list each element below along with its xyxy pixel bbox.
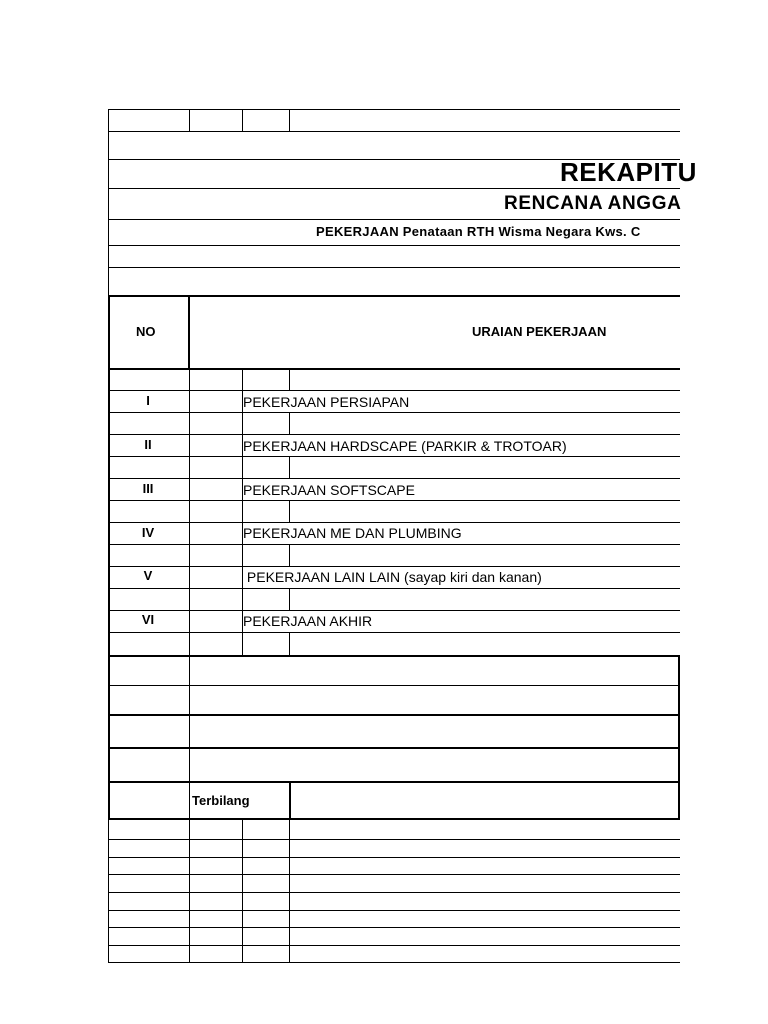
row-number: I (146, 393, 150, 408)
terbilang-label: Terbilang (192, 793, 250, 808)
column-header-uraian: URAIAN PEKERJAAN (472, 324, 607, 339)
row-description: PEKERJAAN LAIN LAIN (sayap kiri dan kanan) (243, 569, 542, 585)
project-name: PEKERJAAN Penataan RTH Wisma Negara Kws. C (316, 224, 641, 239)
row-description: PEKERJAAN SOFTSCAPE (243, 482, 415, 498)
row-number: II (144, 437, 152, 452)
row-description: PEKERJAAN AKHIR (243, 613, 373, 629)
row-number: V (143, 568, 153, 583)
spreadsheet-page (108, 109, 697, 963)
row-description: PEKERJAAN HARDSCAPE (PARKIR & TROTOAR) (243, 438, 567, 454)
row-number: VI (141, 612, 155, 627)
row-description: PEKERJAAN PERSIAPAN (243, 394, 410, 410)
row-description: PEKERJAAN ME DAN PLUMBING (243, 525, 462, 541)
row-number: III (142, 481, 154, 496)
report-subtitle: RENCANA ANGGA (504, 193, 682, 214)
row-number: IV (141, 525, 155, 540)
report-title: REKAPITU (560, 157, 697, 187)
column-header-no: NO (136, 324, 156, 339)
